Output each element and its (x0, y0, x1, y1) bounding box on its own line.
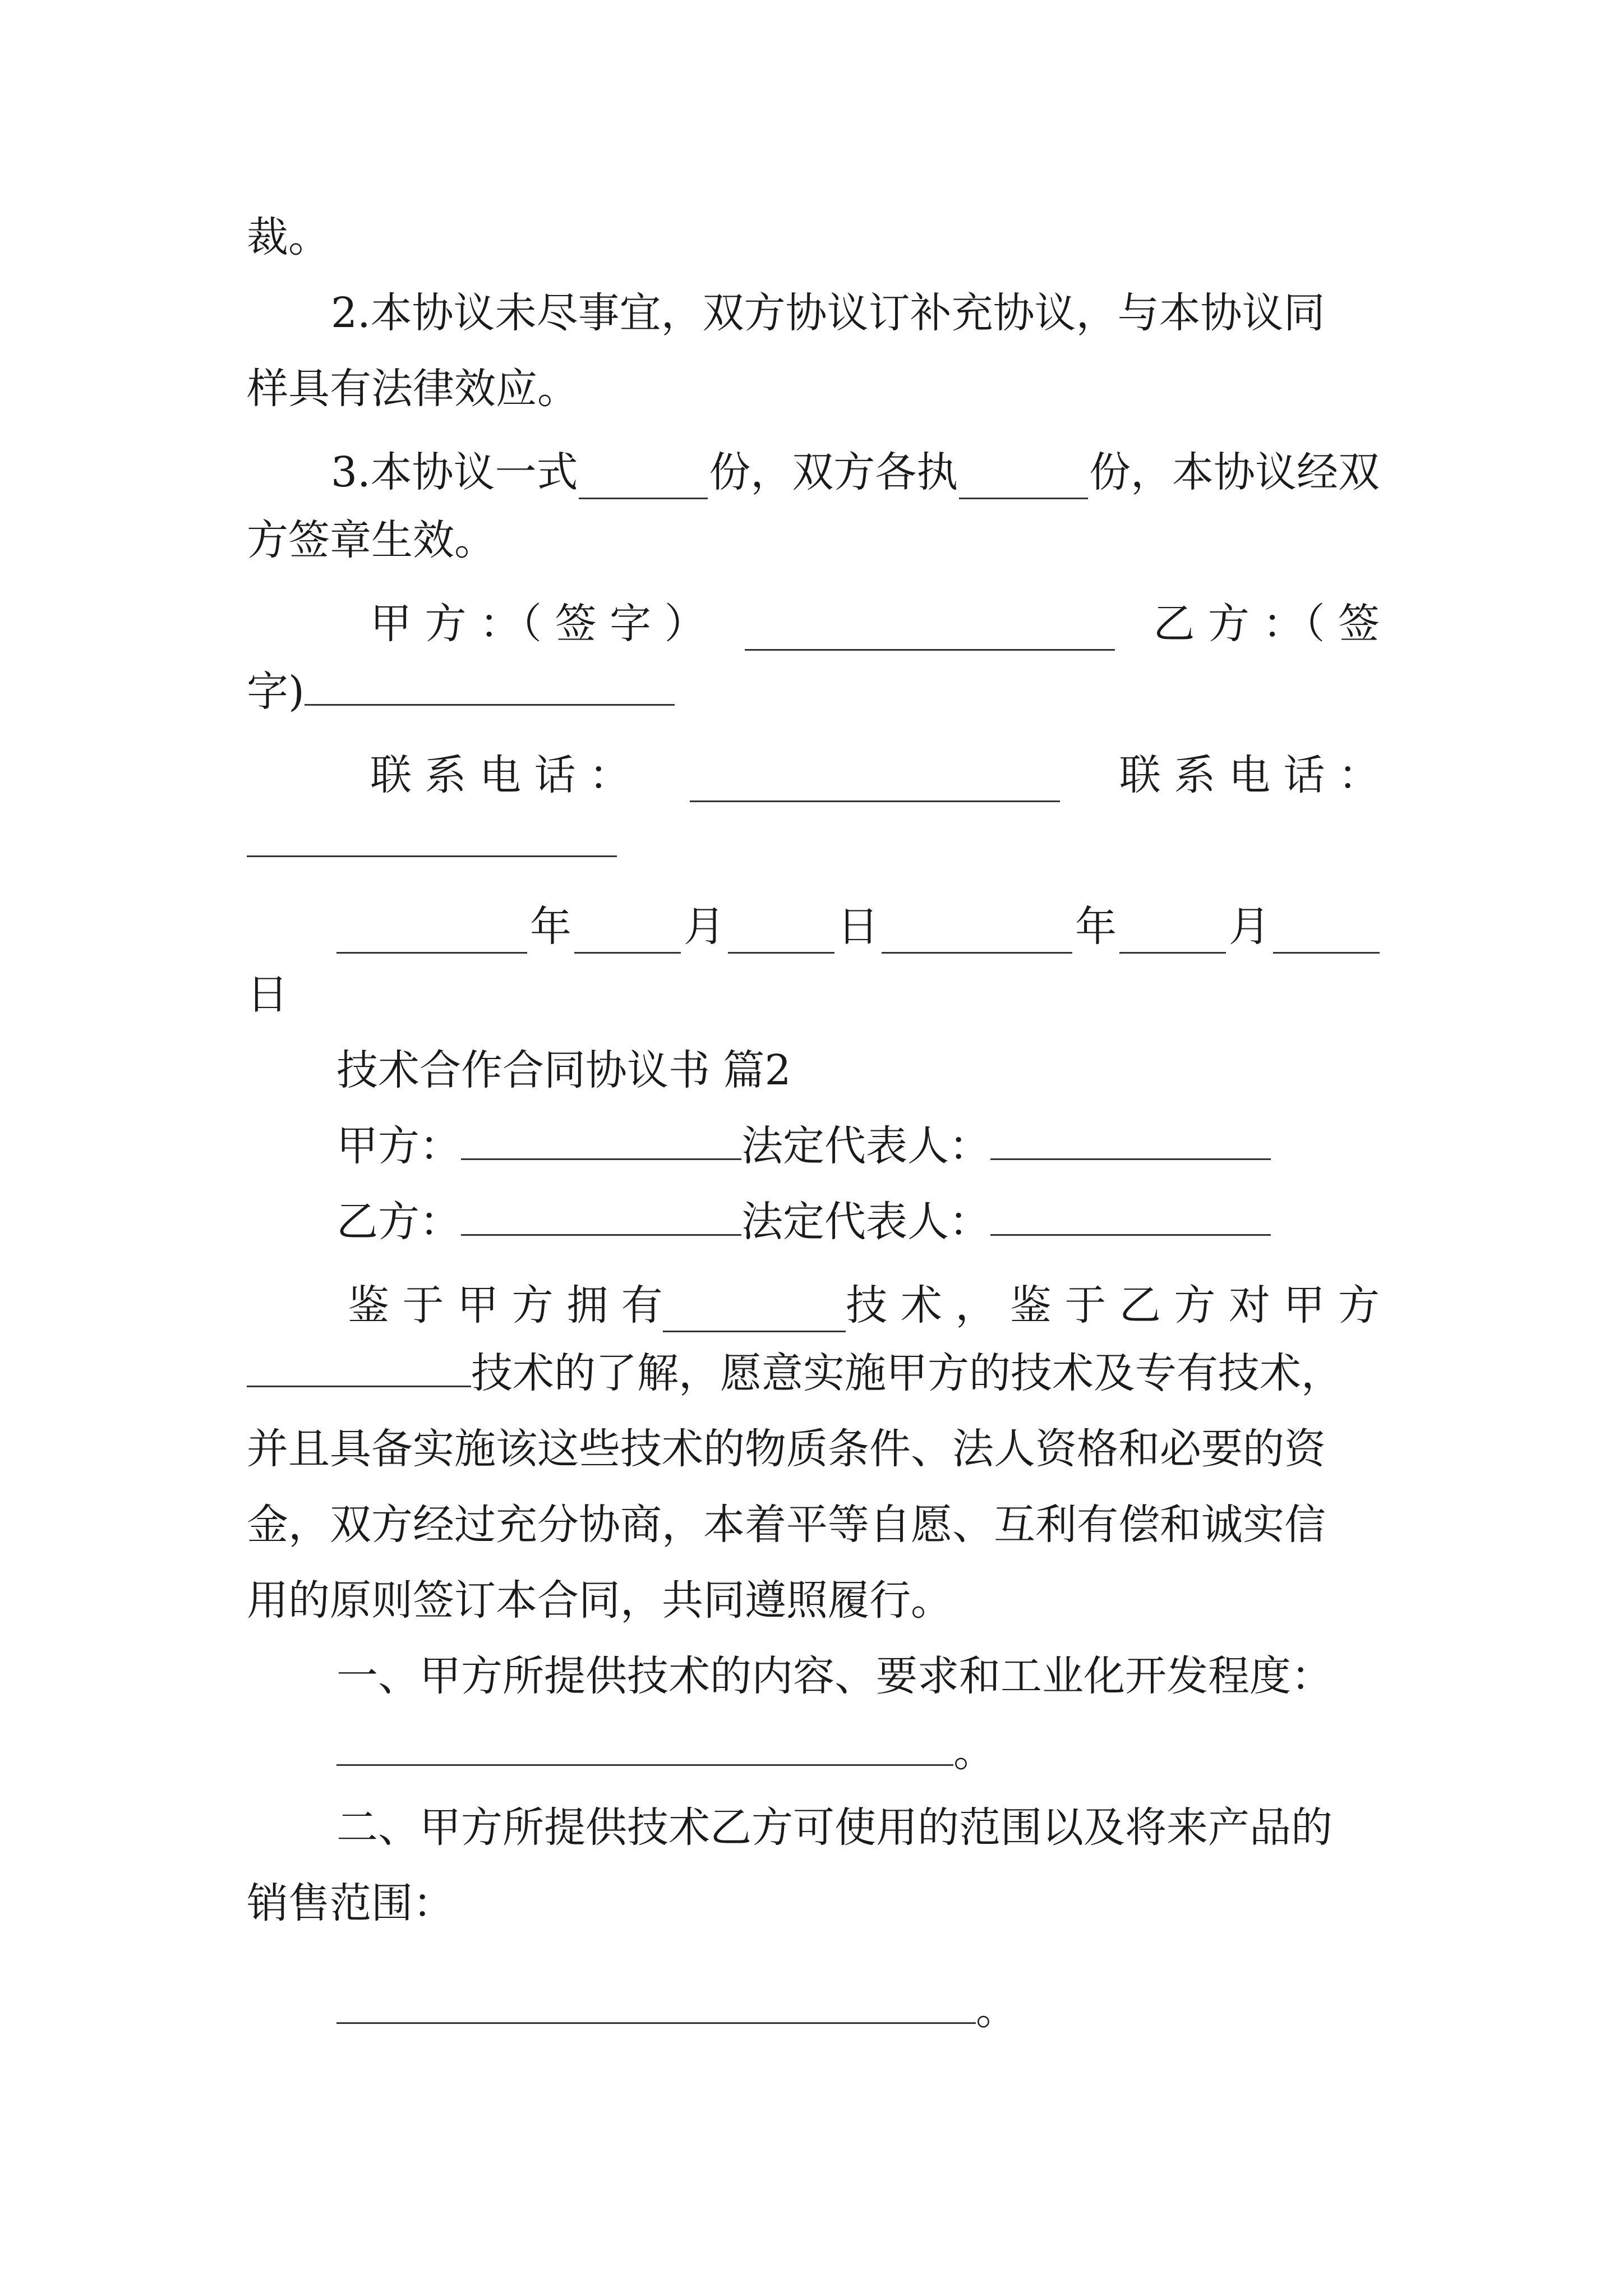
date-month-blank-b[interactable] (1119, 914, 1226, 954)
copies-each-blank[interactable] (959, 459, 1088, 499)
party-b-rep-blank[interactable] (990, 1196, 1271, 1236)
party-b-name-blank[interactable] (461, 1196, 741, 1236)
text-line-5: 方签章生效。 (247, 516, 496, 564)
copies-total-blank[interactable] (579, 459, 708, 499)
technology-name-blank-2[interactable] (247, 1347, 471, 1387)
clause-1-blank-line: 。 (336, 1725, 1380, 1787)
party-b-line: 乙方： 法定代表人： (336, 1195, 1380, 1257)
technology-name-blank[interactable] (663, 1292, 846, 1332)
date-year-blank-a[interactable] (336, 914, 527, 954)
text-line-18: 用的原则签订本合同，共同遵照履行。 (247, 1576, 952, 1625)
phone-line: 联 系 电 话 ： 联 系 电 话 ： (370, 740, 1380, 802)
phone-line-b (247, 816, 1380, 878)
text-line-4: 3.本协议一式 份，双方各执 份，本协议经双 (331, 438, 1380, 499)
date-year-blank-b[interactable] (882, 914, 1072, 954)
date-line: 年 月 日 年 月 (336, 892, 1380, 954)
date-line-end: 日 (247, 970, 288, 1019)
date-day-blank-b[interactable] (1273, 914, 1380, 954)
section-title: 技术合作合同协议书 篇2 (336, 1046, 791, 1094)
clause-2-answer-blank[interactable] (336, 1984, 976, 2024)
clause-2-heading: 二、甲方所提供技术乙方可使用的范围以及将来产品的 (336, 1803, 1332, 1852)
party-a-line: 甲方： 法定代表人： (336, 1119, 1380, 1181)
text-line-1: 裁。 (247, 213, 330, 261)
signature-line-a: 甲 方 ：（ 签 字 ） 乙 方 ：（ 签 (370, 589, 1380, 651)
clause-2-blank-line: 。 (336, 1983, 1380, 2045)
clause-2-heading-cont: 销售范围： (247, 1879, 454, 1927)
text-line-14: 鉴 于 甲 方 拥 有 技 术 ， 鉴 于 乙 方 对 甲 方 (348, 1271, 1380, 1332)
text-line-2: 2.本协议未尽事宜，双方协议订补充协议，与本协议同 (331, 289, 1325, 337)
party-a-rep-blank[interactable] (990, 1120, 1271, 1160)
text-line-17: 金，双方经过充分协商，本着平等自愿、互利有偿和诚实信 (247, 1501, 1326, 1549)
clause-1-heading: 一、甲方所提供技术的内容、要求和工业化开发程度： (336, 1652, 1332, 1700)
party-a-phone-blank[interactable] (690, 762, 1060, 802)
text-line-16: 并且具备实施该这些技术的物质条件、法人资格和必要的资 (247, 1425, 1326, 1473)
party-a-name-blank[interactable] (461, 1120, 741, 1160)
party-b-phone-blank[interactable] (247, 817, 617, 857)
party-b-signature-blank[interactable] (305, 666, 675, 706)
signature-line-b: 字) (247, 665, 1380, 726)
party-a-signature-blank[interactable] (745, 611, 1115, 651)
date-day-blank-a[interactable] (728, 914, 834, 954)
text-line-3: 样具有法律效应。 (247, 365, 579, 413)
text-line-15: 技术的了解，愿意实施甲方的技术及专有技术， (247, 1346, 1380, 1408)
date-month-blank-a[interactable] (574, 914, 681, 954)
clause-1-answer-blank[interactable] (336, 1726, 953, 1766)
